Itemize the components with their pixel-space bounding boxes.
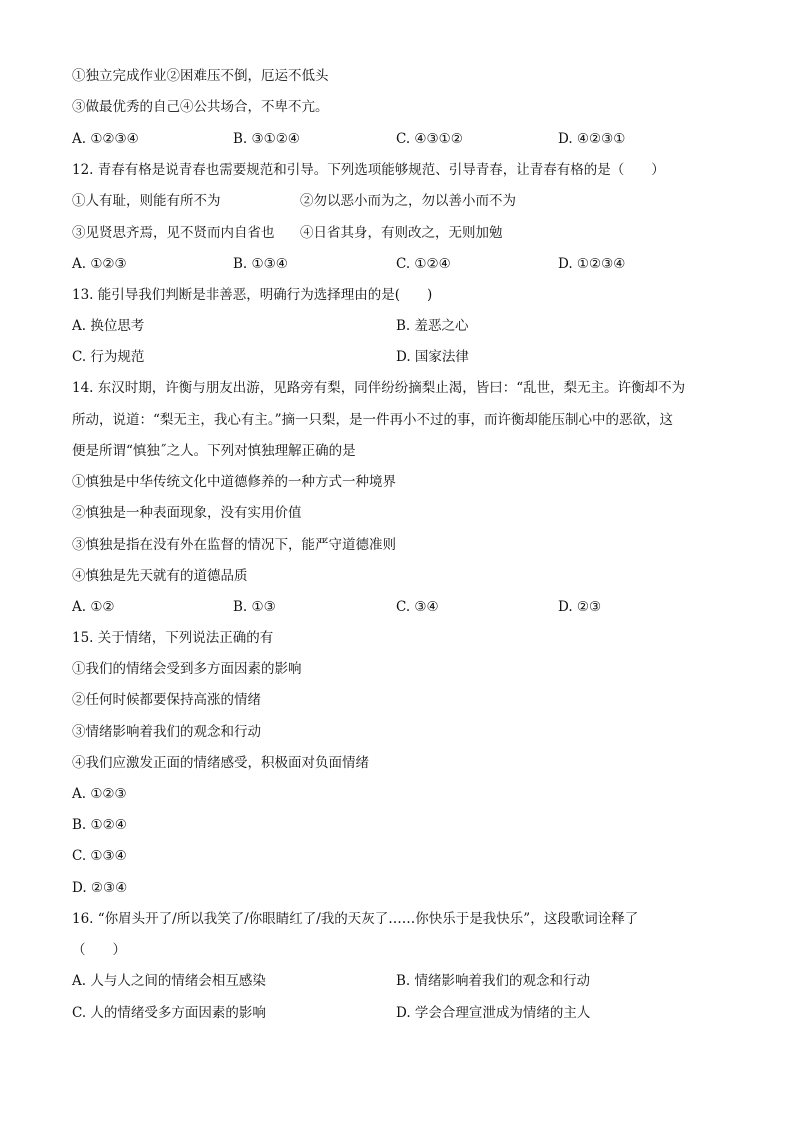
q15-stem: 15. 关于情绪，下列说法正确的有	[72, 630, 274, 646]
q16-option-b[interactable]: B. 情绪影响着我们的观念和行动	[396, 973, 591, 989]
q13-option-d[interactable]: D. 国家法律	[396, 349, 469, 365]
q13-option-c[interactable]: C. 行为规范	[72, 349, 145, 365]
q13-option-a[interactable]: A. 换位思考	[72, 318, 145, 334]
q14-stem-line-3: 便是所谓“慎独˝之人。下列对慎独理解正确的是	[72, 443, 356, 459]
q14-stem-line-1: 14. 东汉时期，许衡与朋友出游，见路旁有梨，同伴纷纷摘梨止渴，皆曰：“乱世，梨无主。许衡却不为	[72, 380, 686, 396]
q12-option-b[interactable]: B. ①③④	[233, 256, 288, 272]
q16-option-d[interactable]: D. 学会合理宣泄成为情绪的主人	[396, 1005, 591, 1021]
q13-stem: 13. 能引导我们判断是非善恶，明确行为选择理由的是( )	[72, 287, 433, 303]
q12-item-1: ①人有耻，则能有所不为	[72, 193, 221, 209]
q15-option-b[interactable]: B. ①②④	[72, 817, 127, 833]
q15-option-d[interactable]: D. ②③④	[72, 880, 128, 896]
q14-stem-line-2: 所动，说道：“梨无主，我心有主。”摘一只梨，是一件再小不过的事，而许衡却能压制心中的恶欲，这	[72, 412, 674, 428]
q13-option-b[interactable]: B. 羞恶之心	[396, 318, 469, 334]
q11-item-line-2: ③做最优秀的自己④公共场合，不卑不亢。	[72, 99, 329, 115]
q12-item-4: ④日省其身，有则改之，无则加勉	[300, 225, 503, 241]
q11-item-line-1: ①独立完成作业②困难压不倒，厄运不低头	[72, 68, 329, 84]
q14-option-a[interactable]: A. ①②	[72, 599, 115, 615]
q14-option-b[interactable]: B. ①③	[233, 599, 276, 615]
q14-item-1: ①慎独是中华传统文化中道德修养的一种方式一种境界	[72, 474, 396, 490]
q12-option-c[interactable]: C. ①②④	[396, 256, 451, 272]
q12-item-2: ②勿以恶小而为之，勿以善小而不为	[300, 193, 516, 209]
q16-stem-line-1: 16. “你眉头开了/所以我笑了/你眼睛红了/我的天灰了……你快乐于是我快乐”，这段歌词诠释了	[72, 911, 639, 927]
q15-item-1: ①我们的情绪会受到多方面因素的影响	[72, 661, 302, 677]
q15-item-2: ②任何时候都要保持高涨的情绪	[72, 692, 261, 708]
q14-option-d[interactable]: D. ②③	[558, 599, 602, 615]
q12-item-3: ③见贤思齐焉，见不贤而内自省也	[72, 225, 275, 241]
q11-option-a[interactable]: A. ①②③④	[72, 131, 139, 147]
q12-option-d[interactable]: D. ①②③④	[558, 256, 626, 272]
q15-option-a[interactable]: A. ①②③	[72, 786, 127, 802]
q11-option-d[interactable]: D. ④②③①	[558, 131, 626, 147]
q12-option-a[interactable]: A. ①②③	[72, 256, 127, 272]
q12-stem: 12. 青春有格是说青春也需要规范和引导。下列选项能够规范、引导青春，让青春有格的是（ ）	[72, 162, 665, 178]
q14-option-c[interactable]: C. ③④	[396, 599, 439, 615]
q16-option-a[interactable]: A. 人与人之间的情绪会相互感染	[72, 973, 266, 989]
q15-item-4: ④我们应激发正面的情绪感受，积极面对负面情绪	[72, 755, 369, 771]
q11-option-b[interactable]: B. ③①②④	[233, 131, 300, 147]
q11-option-c[interactable]: C. ④③①②	[396, 131, 463, 147]
q16-stem-line-2: （ ）	[72, 942, 126, 958]
q15-item-3: ③情绪影响着我们的观念和行动	[72, 724, 261, 740]
q14-item-3: ③慎独是指在没有外在监督的情况下，能严守道德准则	[72, 537, 396, 553]
q16-option-c[interactable]: C. 人的情绪受多方面因素的影响	[72, 1005, 266, 1021]
q15-option-c[interactable]: C. ①③④	[72, 848, 127, 864]
q14-item-4: ④慎独是先天就有的道德品质	[72, 568, 248, 584]
q14-item-2: ②慎独是一种表面现象，没有实用价值	[72, 505, 302, 521]
